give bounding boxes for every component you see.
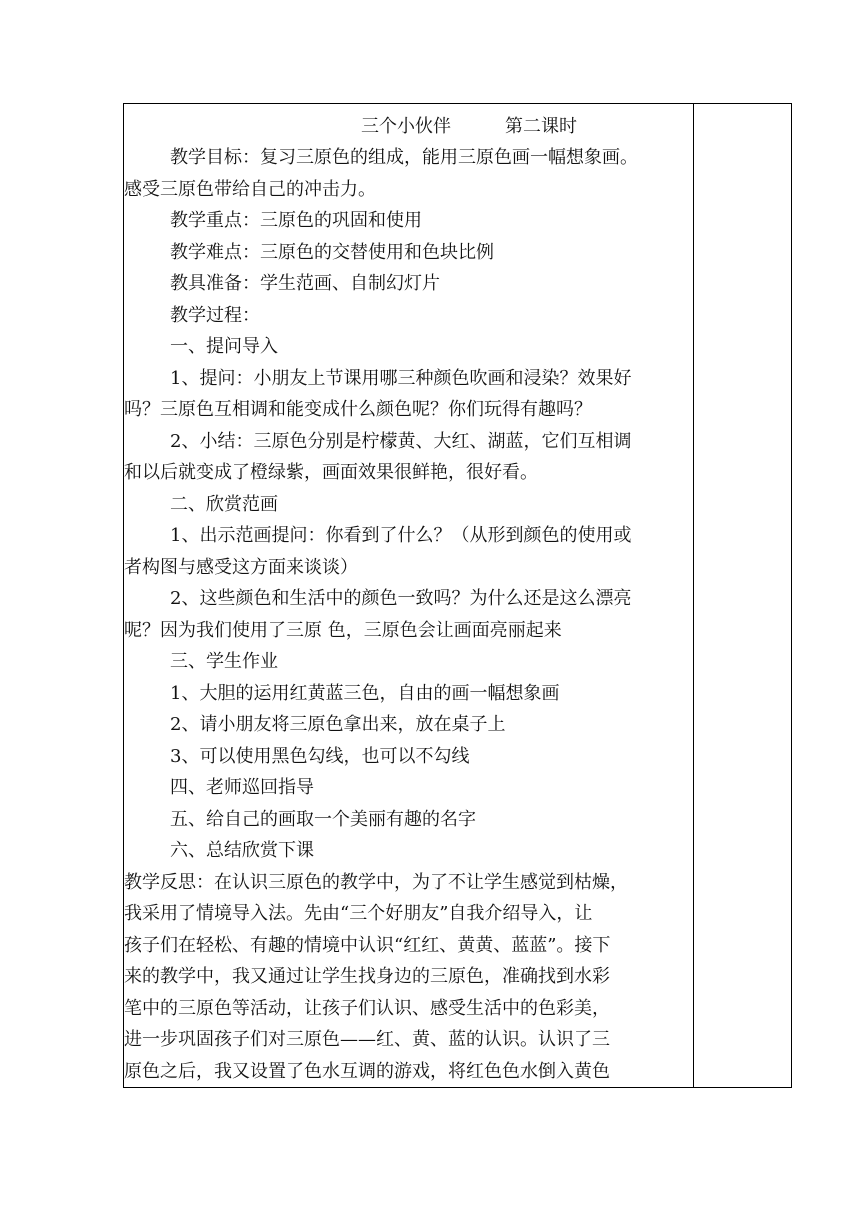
paragraph [124, 678, 693, 710]
text-line: 来的教学中，我又通过让学生找身边的三原色，准确找到水彩 [124, 966, 610, 987]
text-line: 者构图与感受这方面来谈谈） [124, 556, 358, 578]
text-line: 进一步巩固孩子们对三原色——红、黄、蓝的认识。认识了三 [124, 1029, 610, 1050]
text-line: 教学反思：在认识三原色的教学中，为了不让学生感觉到枯燥， [124, 871, 628, 893]
text-line: 和以后就变成了橙绿紫，画面效果很鲜艳，很好看。 [124, 462, 538, 483]
text-line: 我采用了情境导入法。先由“三个好朋友”自我介绍导入，让 [124, 903, 593, 924]
lesson-title: 三个小伙伴 [361, 116, 451, 137]
paragraph [124, 646, 693, 678]
paragraph [124, 205, 693, 237]
text-line: 呢？因为我们使用了三原 色，三原色会让画面亮丽起来 [124, 619, 562, 641]
paragraph [124, 142, 693, 205]
text-line: 原色之后，我又设置了色水互调的游戏，将红色色水倒入黄色 [124, 1060, 610, 1082]
paragraph [124, 709, 693, 741]
paragraph [124, 741, 693, 773]
paragraph [124, 489, 693, 521]
text-line: 二、欣赏范画 [170, 493, 278, 515]
paragraph [124, 583, 693, 646]
text-line: 三、学生作业 [170, 651, 278, 672]
text-line: 1、出示范画提问：你看到了什么？（从形到颜色的使用或 [170, 525, 632, 546]
lesson-body [124, 142, 693, 1087]
paragraph [124, 268, 693, 300]
text-line: 教学难点：三原色的交替使用和色块比例 [170, 241, 494, 263]
text-line: 1、提问：小朋友上节课用哪三种颜色吹画和浸染？效果好 [170, 367, 632, 389]
lesson-plan-table [123, 103, 792, 1088]
text-line: 2、小结：三原色分别是柠檬黄、大红、湖蓝，它们互相调 [170, 430, 632, 452]
text-line: 笔中的三原色等活动，让孩子们认识、感受生活中的色彩美， [124, 997, 610, 1019]
text-line: 教学重点：三原色的巩固和使用 [170, 210, 422, 231]
text-line: 五、给自己的画取一个美丽有趣的名字 [170, 808, 476, 830]
paragraph [124, 835, 693, 867]
text-line: 一、提问导入 [170, 336, 278, 357]
paragraph [124, 237, 693, 269]
paragraph [124, 520, 693, 583]
lesson-period: 第二课时 [505, 116, 577, 137]
text-line: 吗？三原色互相调和能变成什么颜色呢？你们玩得有趣吗？ [124, 399, 592, 420]
text-line: 感受三原色带给自己的冲击力。 [124, 178, 376, 200]
text-line: 2、这些颜色和生活中的颜色一致吗？为什么还是这么漂亮 [170, 588, 632, 609]
lesson-title-row [124, 111, 693, 143]
paragraph [124, 363, 693, 426]
paragraph [124, 300, 693, 332]
text-line: 1、大胆的运用红黄蓝三色，自由的画一幅想象画 [170, 682, 560, 704]
paragraph [124, 426, 693, 489]
paragraph [124, 804, 693, 836]
paragraph [124, 331, 693, 363]
paragraph [124, 867, 693, 1088]
text-line: 教学过程： [170, 304, 260, 326]
text-line: 教学目标：复习三原色的组成，能用三原色画一幅想象画。 [170, 147, 638, 168]
text-line: 六、总结欣赏下课 [170, 840, 314, 861]
text-line: 2、请小朋友将三原色拿出来，放在桌子上 [170, 714, 506, 735]
paragraph [124, 772, 693, 804]
text-line: 孩子们在轻松、有趣的情境中认识“红红、黄黄、蓝蓝”。接下 [124, 934, 611, 956]
column-divider [693, 104, 694, 1087]
text-line: 四、老师巡回指导 [170, 777, 314, 798]
lesson-content-cell [124, 104, 693, 1087]
text-line: 3、可以使用黑色勾线，也可以不勾线 [170, 745, 470, 767]
text-line: 教具准备：学生范画、自制幻灯片 [170, 273, 440, 294]
